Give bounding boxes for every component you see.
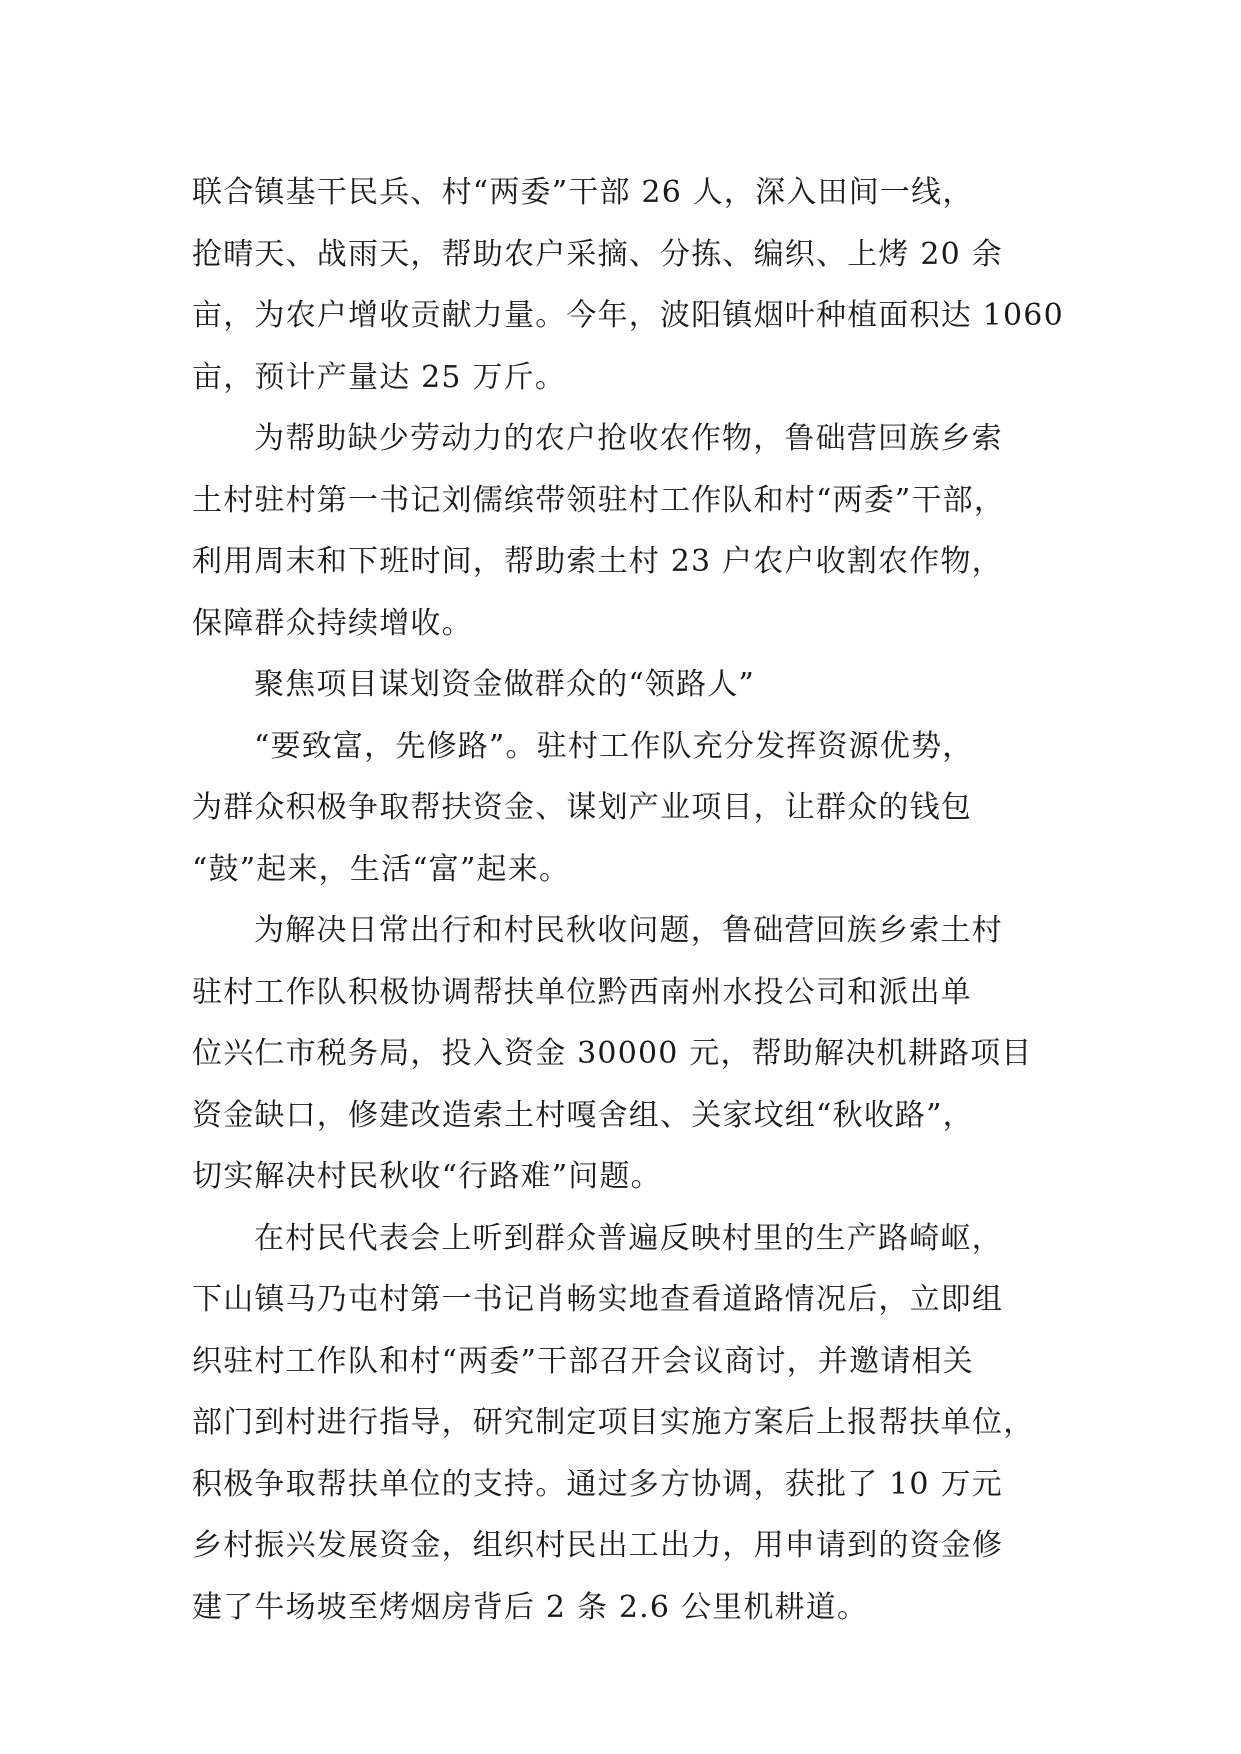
text-line: “要致富，先修路”。驻村工作队充分发挥资源优势，	[254, 728, 974, 764]
text-line: 亩，为农户增收贡献力量。今年，波阳镇烟叶种植面积达 1060	[192, 298, 1064, 333]
text-line: 为解决日常出行和村民秋收问题，鲁础营回族乡索土村	[254, 913, 1003, 948]
text-line: 下山镇马乃屯村第一书记肖畅实地查看道路情况后，立即组	[192, 1282, 1004, 1317]
text-line: 织驻村工作队和村“两委”干部召开会议商讨，并邀请相关	[192, 1343, 974, 1379]
text-line: 资金缺口，修建改造索土村嘎舍组、关家坟组“秋收路”，	[192, 1097, 974, 1133]
text-line: 聚焦项目谋划资金做群众的“领路人”	[254, 667, 756, 702]
paragraph-1	[192, 162, 1064, 408]
text-line: 建了牛场坡至烤烟房背后 2 条 2.6 公里机耕道。	[192, 1589, 869, 1625]
text-line: 积极争取帮扶单位的支持。通过多方协调，获批了 10 万元	[192, 1466, 1003, 1502]
text-line: 联合镇基干民兵、村“两委”干部 26 人，深入田间一线，	[192, 175, 974, 210]
text-line: 土村驻村第一书记刘儒缤带领驻村工作队和村“两委”干部，	[192, 482, 1006, 518]
text-line: 切实解决村民秋收“行路难”问题。	[192, 1159, 662, 1194]
text-line: 利用周末和下班时间，帮助索土村 23 户农户收割农作物，	[192, 544, 1003, 579]
text-line: 在村民代表会上听到群众普遍反映村里的生产路崎岖，	[254, 1220, 1003, 1256]
text-line: “鼓”起来，生活“富”起来。	[192, 851, 571, 887]
paragraph-2	[192, 408, 1052, 654]
text-line: 保障群众持续增收。	[192, 605, 473, 641]
section-heading	[192, 654, 1052, 716]
text-line: 乡村振兴发展资金，组织村民出工出力，用申请到的资金修	[192, 1528, 1004, 1563]
paragraph-6	[192, 1208, 1052, 1639]
paragraph-5	[192, 900, 1052, 1208]
text-line: 部门到村进行指导，研究制定项目实施方案后上报帮扶单位，	[192, 1405, 1035, 1440]
text-line: 亩，预计产量达 25 万斤。	[192, 359, 567, 395]
document-body	[192, 162, 1064, 1638]
text-line: 抢晴天、战雨天，帮助农户采摘、分拣、编织、上烤 20 余	[192, 236, 1003, 272]
text-line: 驻村工作队积极协调帮扶单位黔西南州水投公司和派出单	[192, 974, 972, 1010]
paragraph-4	[192, 716, 1052, 901]
text-line: 为帮助缺少劳动力的农户抢收农作物，鲁础营回族乡索	[254, 421, 1003, 456]
text-line: 位兴仁市税务局，投入资金 30000 元，帮助解决机耕路项目	[192, 1036, 1033, 1071]
text-line: 为群众积极争取帮扶资金、谋划产业项目，让群众的钱包	[192, 790, 972, 825]
